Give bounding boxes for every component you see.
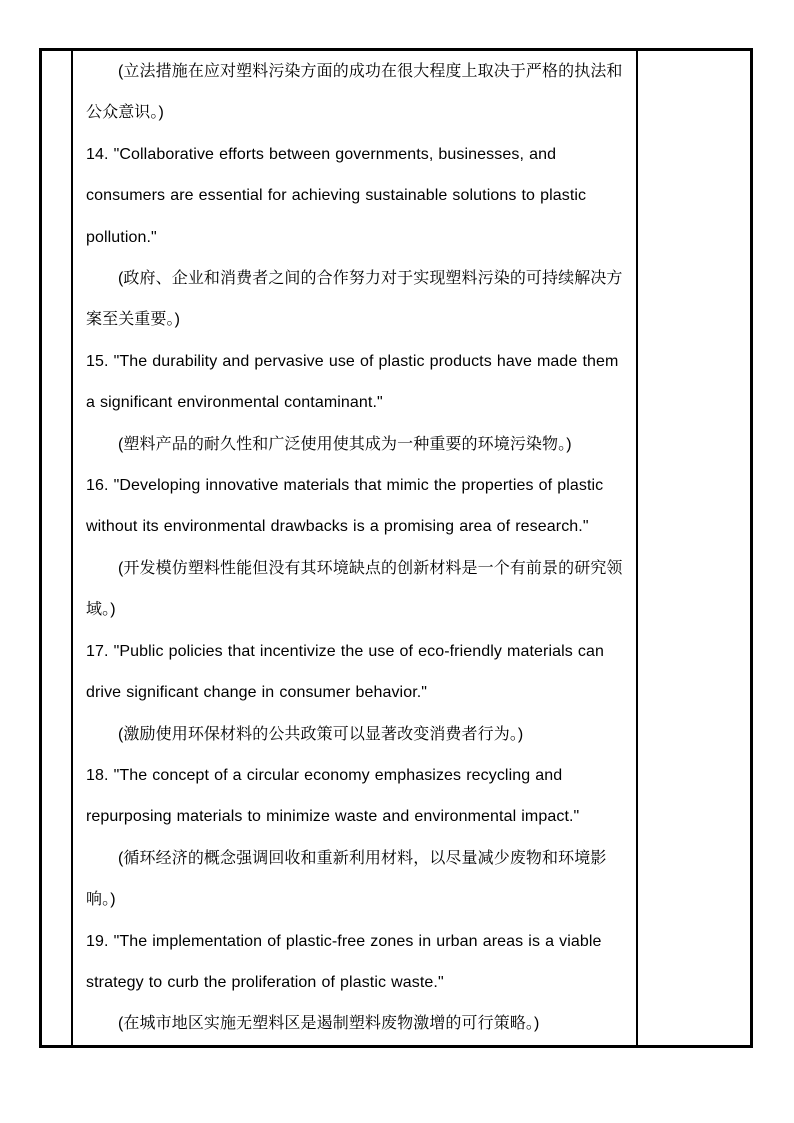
sentence-18: 18. "The concept of a circular economy emphasizes recycling and repurposing materials to minimize waste and environmental impact."	[86, 766, 580, 826]
translation-19: (在城市地区实施无塑料区是遏制塑料废物激增的可行策略。)	[118, 1015, 540, 1033]
translation-13: (立法措施在应对塑料污染方面的成功在很大程度上取决于严格的执法和公众意识。)	[86, 63, 623, 122]
sentence-15: 15. "The durability and pervasive use of plastic products have made them a significant environmental contaminant."	[86, 352, 619, 412]
sentence-14: 14. "Collaborative efforts between governments, businesses, and consumers are essential for achieving sustainable solutions to plastic pollution."	[86, 145, 587, 246]
translation-15: (塑料产品的耐久性和广泛使用使其成为一种重要的环境污染物。)	[118, 435, 572, 453]
content-table	[39, 48, 753, 1048]
table-cell-right	[638, 51, 750, 1045]
sentence-16: 16. "Developing innovative materials that mimic the properties of plastic without its environmental drawbacks is a promising area of research."	[86, 477, 604, 536]
translation-18: (循环经济的概念强调回收和重新利用材料，以尽量减少废物和环境影响。)	[86, 849, 607, 909]
translation-14: (政府、企业和消费者之间的合作努力对于实现塑料污染的可持续解决方案至关重要。)	[86, 270, 623, 329]
sentence-19: 19. "The implementation of plastic-free zones in urban areas is a viable strategy to curb the proliferation of plastic waste."	[86, 932, 602, 991]
translation-16: (开发模仿塑料性能但没有其环境缺点的创新材料是一个有前景的研究领域。)	[86, 559, 623, 619]
table-cell-body	[73, 51, 638, 1045]
translation-17: (激励使用环保材料的公共政策可以显著改变消费者行为。)	[118, 725, 524, 743]
sentence-17: 17. "Public policies that incentivize the use of eco-friendly materials can drive significant change in consumer behavior."	[86, 642, 604, 702]
table-cell-left-margin	[42, 51, 73, 1045]
